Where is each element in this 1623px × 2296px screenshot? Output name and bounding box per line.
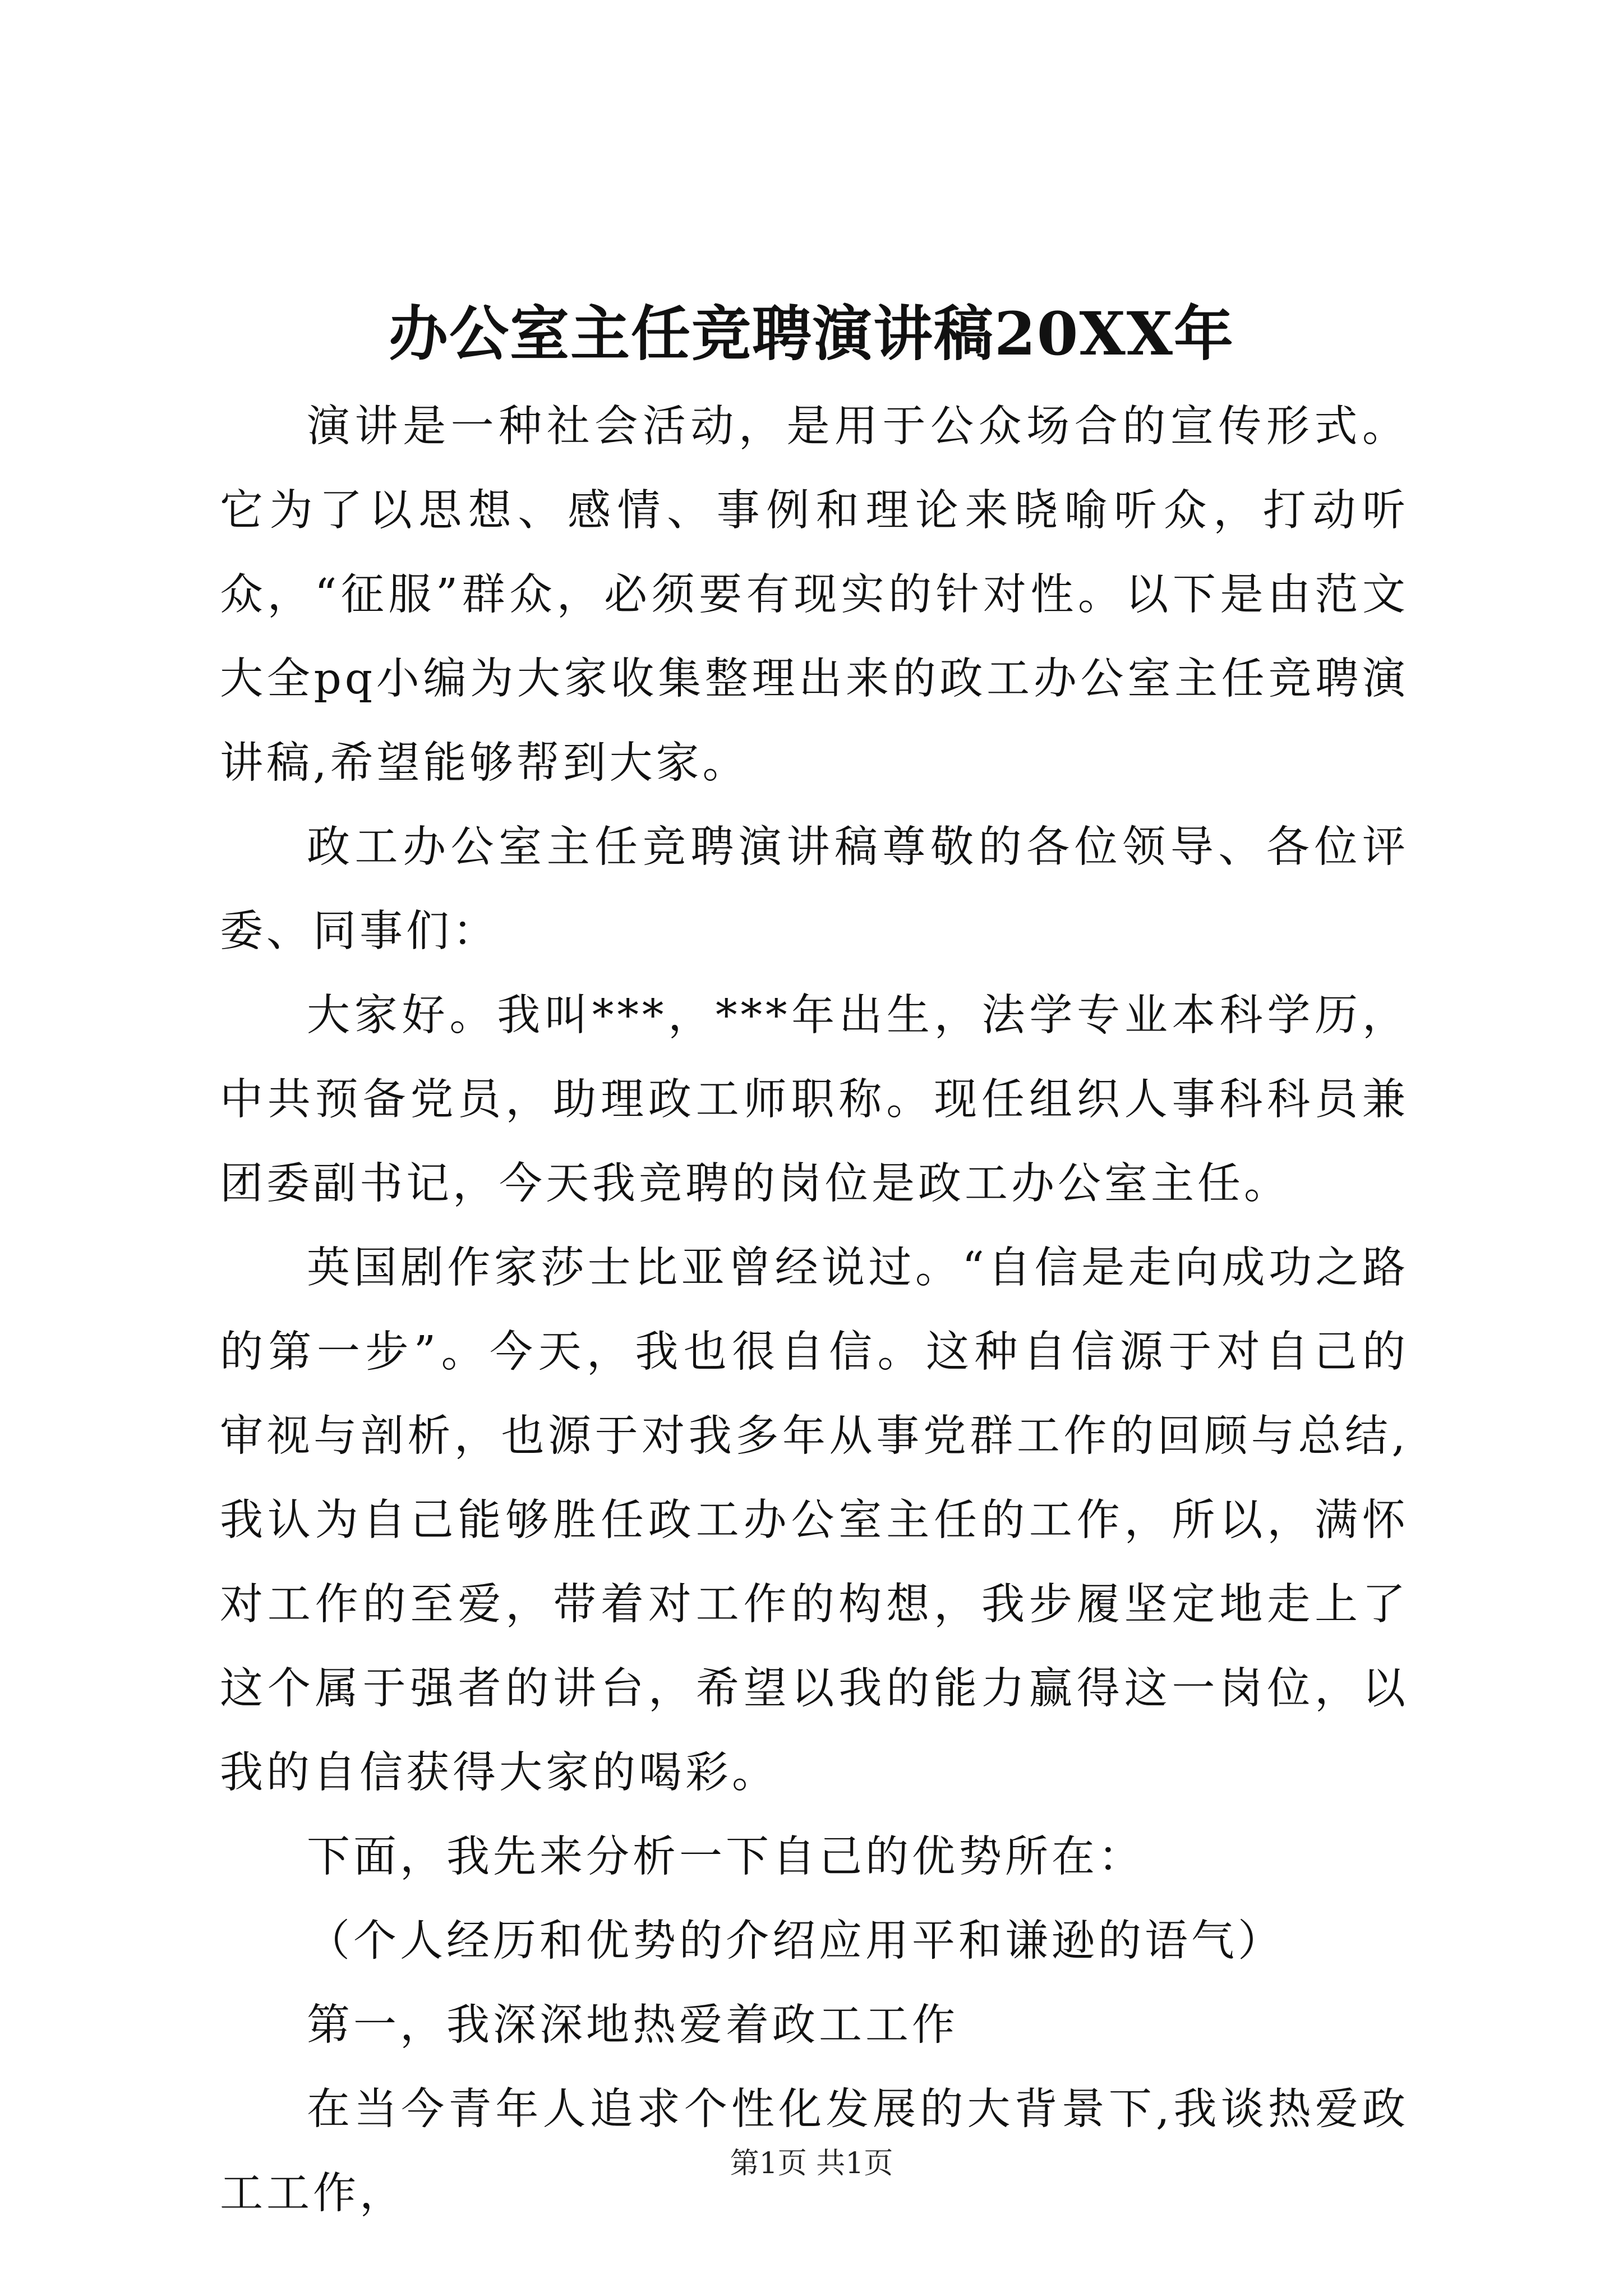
paragraph-self-introduction: 大家好。我叫***，***年出生，法学专业本科学历，中共预备党员，助理政工师职称。现任组织人事科科员兼团委副书记，今天我竞聘的岗位是政工办公室主任。 bbox=[220, 991, 1409, 1209]
document-title: 办公室主任竞聘演讲稿20XX年 bbox=[389, 298, 1234, 369]
paragraph-point-one: 第一，我深深地热爱着政工工作 bbox=[307, 2000, 958, 2050]
paragraph-confidence: 英国剧作家莎士比亚曾经说过。“自信是走向成功之路的第一步”。今天，我也很自信。这种自信源于对自己的审视与剖析，也源于对我多年从事党群工作的回顾与总结,我认为自己能够胜任政工办公室主任的工作，所以，满怀对工作的至爱，带着对工作的构想，我步履坚定地走上了这个属于强者的讲台，希望以我的能力赢得这一岗位，以我的自信获得大家的喝彩。 bbox=[220, 1243, 1409, 1798]
document-body bbox=[220, 385, 1409, 2236]
paragraph-point-one-detail: 在当今青年人追求个性化发展的大背景下,我谈热爱政工工作， bbox=[220, 2085, 1409, 2219]
paragraph-salutation: 政工办公室主任竞聘演讲稿尊敬的各位领导、各位评委、同事们： bbox=[220, 822, 1409, 956]
page-footer: 第1页 共1页 bbox=[730, 2147, 893, 2180]
paragraph-intro: 演讲是一种社会活动，是用于公众场合的宣传形式。它为了以思想、感情、事例和理论来晓喻听众，打动听众，“征服”群众，必须要有现实的针对性。以下是由范文大全pq小编为大家收集整理出来的政工办公室主任竞聘演讲稿,希望能够帮到大家。 bbox=[220, 402, 1409, 788]
paragraph-tone-note: （个人经历和优势的介绍应用平和谦逊的语气） bbox=[307, 1916, 1284, 1966]
paragraph-advantages-lead: 下面，我先来分析一下自己的优势所在： bbox=[307, 1832, 1145, 1882]
